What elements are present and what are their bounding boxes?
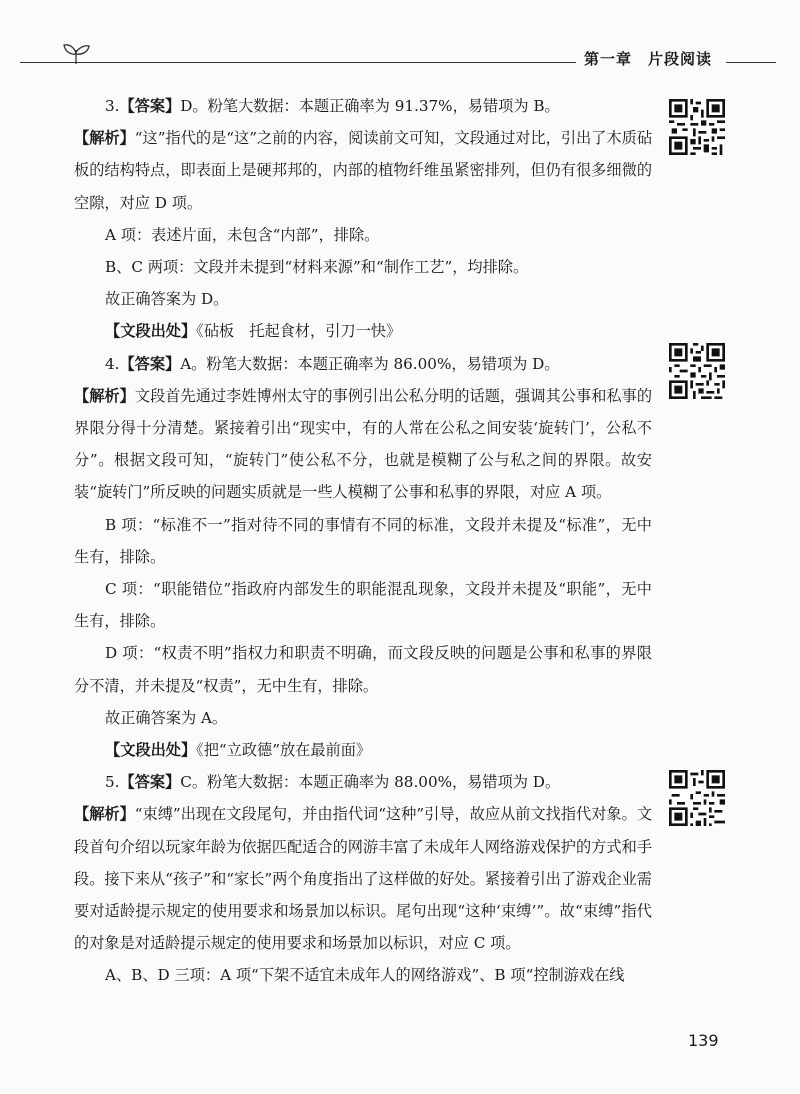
q3-answer: 3.【答案】D。粉笔大数据：本题正确率为 91.37%，易错项为 B。 [105, 97, 560, 115]
q4-final-answer: 故正确答案为 A。 [105, 708, 228, 727]
header-rule-right [726, 62, 776, 63]
q3-analysis: 【解析】“这”指代的是“这”之前的内容，阅读前文可知，文段通过对比，引出了木质砧板的结构特点，即表面上是硬邦邦的，内部的植物纤维虽紧密排列，但仍有很多细微的空隙，对应 D 项。 [74, 129, 653, 212]
q3-option-bc: B、C 两项：文段并未提到“材料来源”和“制作工艺”，均排除。 [105, 258, 529, 277]
q4-option-d: D 项：“权责不明”指权力和职责不明确，而文段反映的问题是公事和私事的界限分不清，并未提及“权责”，无中生有，排除。 [74, 644, 652, 695]
q5-analysis: 【解析】“束缚”出现在文段尾句，并由指代词“这种”引导，故应从前文找指代对象。文段首句介绍以玩家年龄为依据匹配适合的网游丰富了未成年人网络游戏保护的方式和手段。接下来从“孩子”和“家长”两个角度指出了这样做的好处。紧接着引出了游戏企业需要对适龄提示规定的使用要求和场景加以标识。尾句出现“这种‘束缚’”。故“束缚”指代的对象是对适龄提示规定的使用要求和场景加以标识，对应 C 项。 [74, 805, 653, 953]
chapter-title: 第一章 片段阅读 [584, 50, 713, 68]
q4-source: 【文段出处】《把“立政德”放在最前面》 [105, 741, 372, 760]
q4-option-c: C 项：“职能错位”指政府内部发生的职能混乱现象，文段并未提及“职能”，无中生有，排除。 [74, 580, 652, 631]
q3-option-a: A 项：表述片面，未包含“内部”，排除。 [105, 225, 380, 244]
q4-answer: 4.【答案】A。粉笔大数据：本题正确率为 86.00%，易错项为 D。 [105, 354, 560, 373]
qr-code-icon[interactable] [669, 343, 725, 399]
answer-explanations [74, 90, 652, 992]
q3-source: 【文段出处】《砧板 托起食材，引刀一快》 [105, 322, 402, 341]
qr-code-icon[interactable] [669, 99, 725, 155]
q4-option-b: B 项：“标准不一”指对待不同的事情有不同的标准，文段并未提及“标准”，无中生有，排除。 [74, 515, 652, 566]
q4-analysis: 【解析】文段首先通过李姓博州太守的事例引出公私分明的话题，强调其公事和私事的界限分得十分清楚。紧接着引出“现实中，有的人常在公私之间安装‘旋转门’，公私不分”。根据文段可知，“旋转门”使公私不分，也就是模糊了公与私之间的界限。故安装“旋转门”所反映的问题实质就是一些人模糊了公事和私事的界限，对应 A 项。 [74, 386, 653, 502]
q3-final-answer: 故正确答案为 D。 [105, 290, 229, 309]
qr-code-icon[interactable] [669, 770, 725, 826]
page-number: 139 [688, 1031, 719, 1050]
header-rule-left [20, 62, 576, 63]
q5-option-abd: A、B、D 三项：A 项“下架不适宜未成年人的网络游戏”、B 项“控制游戏在线 [105, 966, 625, 985]
q5-answer: 5.【答案】C。粉笔大数据：本题正确率为 88.00%，易错项为 D。 [105, 773, 561, 792]
